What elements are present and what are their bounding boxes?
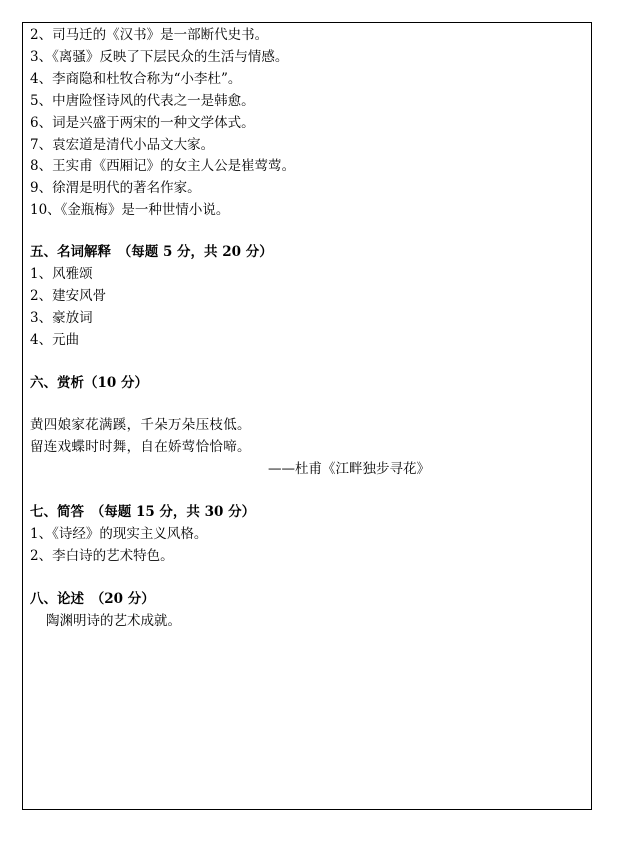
poem-attribution: ——杜甫《江畔独步寻花》 [268,461,430,477]
term-item-1: 1、风雅颂 [30,266,93,282]
term-item-3: 3、豪放词 [30,310,93,326]
tf-item-2: 2、司马迁的《汉书》是一部断代史书。 [30,27,269,43]
essay-item: 陶渊明诗的艺术成就。 [46,613,181,629]
tf-item-5: 5、中唐险怪诗风的代表之一是韩愈。 [30,93,255,109]
tf-item-9: 9、徐渭是明代的著名作家。 [30,180,201,196]
poem-line-1: 黄四娘家花满蹊，千朵万朵压枝低。 [30,417,251,433]
tf-item-7: 7、袁宏道是清代小品文大家。 [30,137,215,153]
short-answer-item-1: 1、《诗经》的现实主义风格。 [30,526,208,542]
poem-line-2: 留连戏蝶时时舞，自在娇莺恰恰啼。 [30,439,251,455]
tf-item-6: 6、词是兴盛于两宋的一种文学体式。 [30,115,255,131]
tf-item-3: 3、《离骚》反映了下层民众的生活与情感。 [30,49,289,65]
term-item-2: 2、建安风骨 [30,288,107,304]
term-item-4: 4、元曲 [30,332,80,348]
tf-item-4: 4、李商隐和杜牧合称为“小李杜”。 [30,71,242,87]
section7-heading: 七、简答 （每题 15 分，共 30 分） [30,504,256,520]
section6-heading: 六、赏析（10 分） [30,375,148,391]
section5-heading: 五、名词解释 （每题 5 分，共 20 分） [30,244,273,260]
short-answer-item-2: 2、李白诗的艺术特色。 [30,548,174,564]
tf-item-10: 10、《金瓶梅》是一种世情小说。 [30,202,230,218]
tf-item-8: 8、王实甫《西厢记》的女主人公是崔莺莺。 [30,158,296,174]
section8-heading: 八、论述 （20 分） [30,591,155,607]
